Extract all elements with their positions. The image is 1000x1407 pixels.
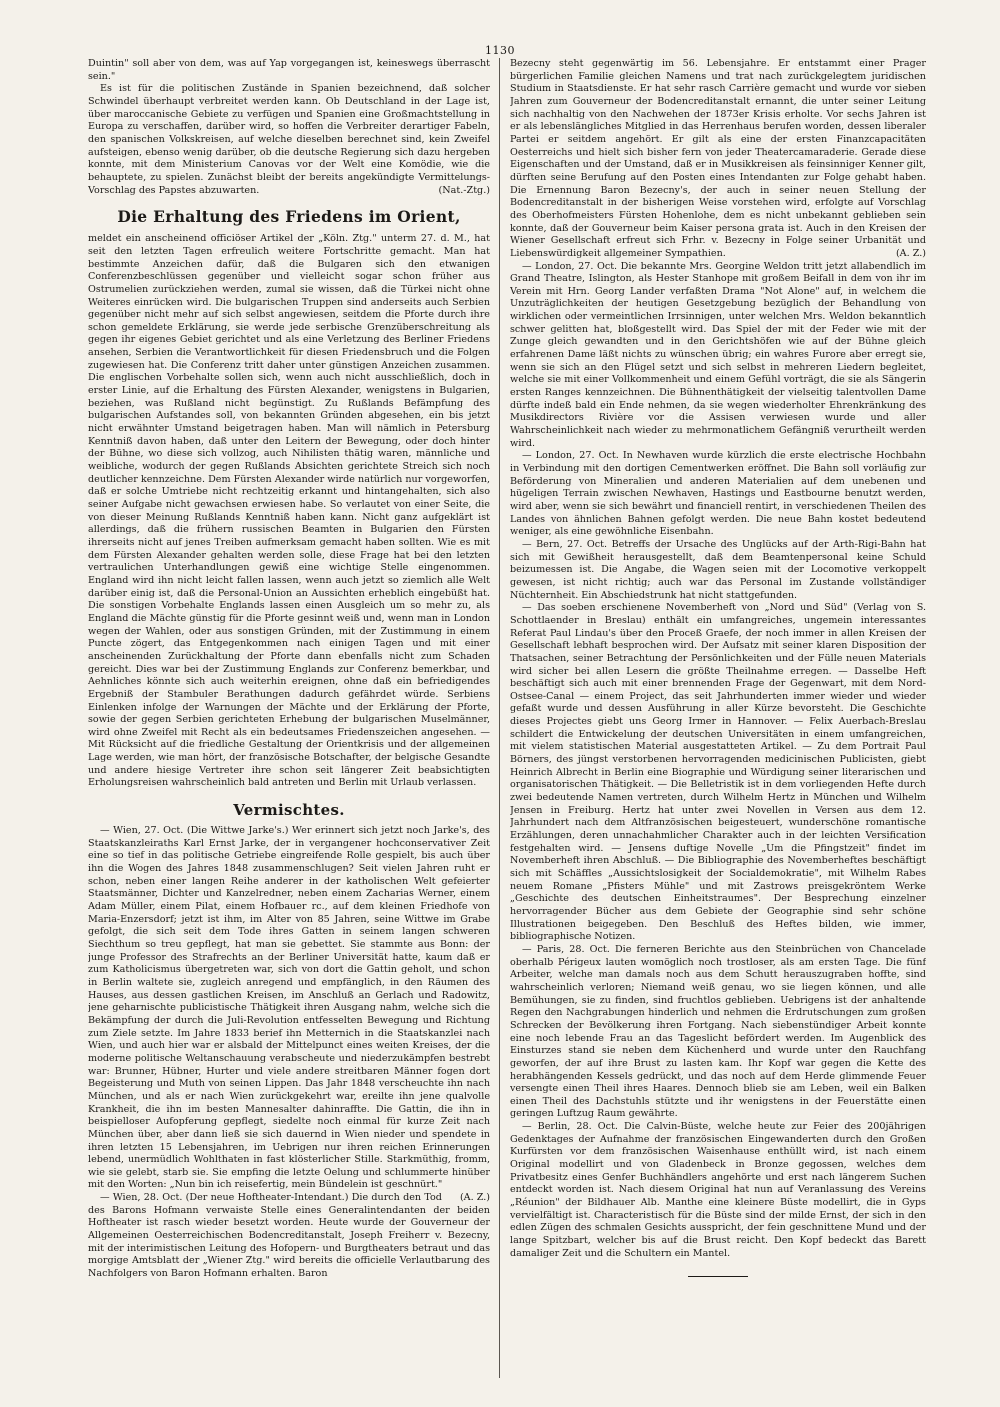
article-text: — Wien, 27. Oct. (Die Wittwe Jarke's.) Wer erinnert sich jetzt noch Jarke's, des Staatskanzleiraths Karl Ernst Jarke, der in vergangener hochconservativer Zeit eine so tief in das politische Getriebe eingreifende Rolle gespielt, bis auch über ihn die Wogen des Jahres 1848 zusammenschlugen? Seit vielen Jahren ruht er schon, neben einer langen Reihe anderer in der katholischen Welt gefeierter Staatsmänner, Dichter und Kanzelredner, neben einem Zacharias Werner, einem Adam Müller, einem Pilat, einem Hofbauer rc., auf dem kleinen Friedhofe von Maria-Enzersdorf; jetzt ist ihm, im Alter von 85 Jahren, seine Wittwe im Grabe gefolgt, die sich seit dem Tode ihres Gatten in seinem langen schweren Siechthum so treu gepflegt, hat man sie gebettet. Sie stammte aus Bonn: der junge Professor des Strafrechts an der Berliner Universität hatte, kaum daß er zum Katholicismus übergetreten war, sich von dort die Gattin geholt, und schon in Berlin waltete sie, zugleich anregend und empfänglich, in den Räumen des Hauses, aus dessen gastlichen Kreisen, im Anschluß an Gerlach und Radowitz, jene geharnischte publicistische Thätigkeit ihren Ausgang nahm, welche sich die Bekämpfung der durch die Juli-Revolution entfesselten Bewegung und Richtung zum Ziele setzte. Im Jahre 1833 berief ihn Metternich in die Staatskanzlei nach Wien, und auch hier war er alsbald der Mittelpunct eines weiten Kreises, der die moderne politische Weltanschauung verabscheute und niederzukämpfen bestrebt war: Brunner, Hübner, Hurter und viele andere streitbaren Männer fogen dort Begeisterung und Muth von seinen Lippen. Das Jahr 1848 verscheuchte ihn nach München, und als er nach Wien zurückgekehrt war, ereilte ihn jene qualvolle Krankheit, die ihn im besten Mannesalter dahinraffte. Die Gattin, die ihn in beispielloser Aufopferung gepflegt, siedelte noch einmal für kurze Zeit nach München über, aber dann ließ sie sich dauernd in Wien nieder und spendete in ihren letzten 15 Lebensjahren, im Uebrigen nur ihren reichen Erinnerungen lebend, unermüdlich Wohlthaten in fast klösterlicher Stille. Starkmüthig, fromm, wie sie gelebt, starb sie. Sie empfing die letzte Oelung und schlummerte hinüber mit den Worten: „Nun bin ich reisefertig, mein Bündelein ist geschnürt." (88, 825, 490, 1191)
article-paragraph: — London, 27. Oct. Die bekannte Mrs. Georgine Weldon tritt jetzt allabendlich im Grand Theatre, Islington, als Hester Stanhope mit großem Beifall in dem von ihr im Verein mit Hrn. Georg Lander verfaßten Drama "Not Alone" auf, in welchem die Unzuträglichkeiten der heutigen Gesetzgebung bezüglich der Behandlung von wirklichen oder vermeintlichen Irrsinnigen, unter welchen Mrs. Weldon bekanntlich schwer gelitten hat, bloßgestellt wird. Das Spiel der mit der Feder wie mit der Zunge gleich gewandten und in den Gerichtshöfen wie auf der Bühne gleich erfahrenen Dame läßt nichts zu wünschen übrig; ein wahres Furore aber erregt sie, wenn sie sich an den Flügel setzt und sich selbst in mehreren Liedern begleitet, welche sie mit einer Vollkommenheit und einem Gefühl vorträgt, die sie als Sängerin ersten Ranges kennzeichnen. Die Bühnenthätigkeit der vielseitig talentvollen Dame dürfte indeß bald ein Ende nehmen, da sie wegen wiederholter Ehrenkränkung des Musikdirectors Rivière vor die Assisen verwiesen wurde und aller Wahrscheinlichkeit nach wieder zu mehrmonatlichem Gefängniß verurtheilt werden wird. (510, 260, 926, 449)
article-paragraph: — Berlin, 28. Oct. Die Calvin-Büste, welche heute zur Feier des 200jährigen Gedenktages der Aufnahme der französischen Eingewanderten durch den Großen Kurfürsten vor dem französischen Waisenhause enthüllt wird, ist nach einem Original modellirt und von Gladenbeck in Bronze gegossen, welches dem Privatbesitz eines Genfer Buchhändlers angehörte und erst nach längerem Suchen entdeckt worden ist. Nach diesem Original hat nun auf Veranlassung des Vereins „Réunion" der Bildhauer Alb. Manthe eine kleinere Büste modellirt, die in Gyps vervielfältigt ist. Characteristisch für die Büste sind der milde Ernst, der sich in den edlen Zügen des schmalen Gesichts ausspricht, der fein geschnittene Mund und der lange Spitzbart, welcher bis auf die Brust reicht. Den Kopf bedeckt das Barett damaliger Zeit und die Schultern ein Mantel. (510, 1121, 926, 1259)
article-paragraph: — Wien, 28. Oct. (Der neue Hoftheater-Intendant.) Die durch den Tod des Barons Hofmann verwaiste Stelle eines Generalintendanten der beiden Hoftheater ist rasch wieder besetzt worden. Heute wurde der Gouverneur der Allgemeinen Oesterreichischen Bodencreditanstalt, Joseph Freiherr v. Bezecny, mit der interimistischen Leitung des Hofopern- und Burgtheaters betraut und das morgige Amtsblatt der „Wiener Ztg." wird bereits die officielle Verlautbarung des Nachfolgers von Baron Hofmann erhalten. Baron (88, 1192, 490, 1280)
article-paragraph: — Paris, 28. Oct. Die ferneren Berichte aus den Steinbrüchen von Chancelade oberhalb Périgeux lauten womöglich noch trostloser, als am ersten Tage. Die fünf Arbeiter, welche man damals noch aus dem Schutt herauszugraben hoffte, sind wahrscheinlich verloren; Niemand weiß genau, wo sie liegen können, und alle Bemühungen, sie zu finden, sind fruchtlos geblieben. Uebrigens ist der anhaltende Regen den Nachgrabungen hinderlich und nehmen die Erdrutschungen zum großen Schrecken der Bevölkerung ihren Fortgang. Nach siebenstündiger Arbeit konnte eine noch lebende Frau an das Tageslicht befördert werden. Im Augenblick des Einsturzes stand sie neben dem Küchenherd und wurde unter den Rauchfang geworfen, der auf ihre Brust zu lasten kam. Ihr Kopf war gegen die Kette des herabhängenden Kessels gedrückt, und das noch auf dem Herde glimmende Feuer versengte einen Theil ihres Haares. Dennoch blieb sie am Leben, weil ein Balken einen Theil des Dachstuhls stützte und ihr wenigstens in der Feuerstätte einen geringen Luftzug Raum gewährte. (510, 943, 926, 1120)
section-heading: Vermischtes. (233, 801, 345, 820)
source-signature: (A. Z.) (459, 1192, 490, 1204)
section-heading: Die Erhaltung des Friedens im Orient, (117, 207, 461, 227)
article-text: Bezecny steht gegenwärtig im 56. Lebensjahre. Er entstammt einer Prager bürgerlichen Familie gleichen Namens und trat nach zurückgelegtem juridischen Studium in Staatsdienste. Er hat sehr rasch Carrière gemacht und wurde vor sieben Jahren zum Gouverneur der Bodencreditanstalt ernannt, die unter seiner Leitung sich nachhaltig von den Nachwehen der 1873er Krisis erholte. Vor sechs Jahren ist er als lebenslängliches Mitglied in das Herrenhaus berufen worden, dessen liberaler Partei er seitdem angehört. Er gilt als eine der ersten Finanzcapacitäten Oesterreichs und hielt sich bisher fern von jeder Theatercamaraderie. Gerade diese Eigenschaften und der Umstand, daß er in Musikkreisen als feinsinniger Kenner gilt, dürften seine Berufung auf den Posten eines Intendanten zur Folge gehabt haben. Die Ernennung Baron Bezecny's, der auch in seiner neuen Stellung der Bodencreditanstalt in der bisherigen Weise vorstehen wird, erfolgte auf Vorschlag des Oberhofmeisters Fürsten Hohenlohe, dem es nicht unbekannt geblieben sein konnte, daß der Gouverneur beim Kaiser persona grata ist. Auch in den Kreisen der Wiener Gesellschaft erfreut sich Frhr. v. Bezecny in Folge seiner Urbanität und Liebenswürdigkeit allgemeiner Sympathien. (510, 58, 926, 259)
source-signature: (Nat.-Ztg.) (438, 184, 490, 196)
article-text: Es ist für die politischen Zustände in Spanien bezeichnend, daß solcher Schwindel überhaupt verbreitet werden kann. Ob Deutschland in der Lage ist, über maroccanische Gebiete zu verfügen und Spanien eine Großmachtstellung in Europa zu verschaffen, darüber wird, so hoffen die Verbreiter derartiger Fabeln, den spanischen Volkskreisen, auf welche dieselben berechnet sind, kein Zweifel aufsteigen, ebenso wenig darüber, ob die deutsche Regierung sich dazu hergeben konnte, mit dem Ministerium Canovas vor der Welt eine Komödie, wie die behauptete, zu spielen. Zunächst bleibt der bereits angekündigte Vermittelungs-Vorschlag des Papstes abzuwarten. (88, 83, 490, 196)
article-paragraph: — Bern, 27. Oct. Betreffs der Ursache des Unglücks auf der Arth-Rigi-Bahn hat sich mit Gewißheit herausgestellt, daß dem Beamtenpersonal keine Schuld beizumessen ist. Die Angabe, die Wagen seien mit der Locomotive verkoppelt gewesen, ist nicht richtig; auch war das Personal im Zustande vollständiger Nüchternheit. Ein Abschiedstrunk hat nicht stattgefunden. (510, 538, 926, 601)
page-number: 1130 (485, 44, 515, 57)
left-column (88, 58, 490, 1378)
article-paragraph: — London, 27. Oct. In Newhaven wurde kürzlich die erste electrische Hochbahn in Verbindung mit den dortigen Cementwerken eröffnet. Die Bahn soll vorläufig zur Beförderung von Mineralien und anderen Materialien auf dem unebenen und hügeligen Terrain zwischen Newhaven, Hastings und Eastbourne benutzt werden, wird aber, wenn sie sich bewährt und financiell rentirt, in verschiedenen Theilen des Landes von ähnlichen Bahnen gefolgt werden. Die neue Bahn kostet bedeutend weniger, als eine gewöhnliche Eisenbahn. (510, 450, 926, 538)
end-rule (688, 1276, 748, 1277)
article-paragraph (88, 825, 490, 1204)
article-paragraph: meldet ein anscheinend officiöser Artikel der „Köln. Ztg." unterm 27. d. M., hat seit den letzten Tagen erfreulich weitere Fortschritte gemacht. Man hat bestimmte Anzeichen dafür, daß die Bulgaren sich den etwanigen Conferenzbeschlüssen gegenüber und vielleicht sogar schon früher aus Ostrumelien zurückziehen werden, zumal sie wissen, daß die Türkei nicht ohne Weiteres einrücken wird. Die bulgarischen Truppen sind anderseits auch Serbien gegenüber nicht mehr auf sich selbst angewiesen, seitdem die Pforte durch ihre schon gemeldete Erklärung, sie werde jede serbische Grenzüberschreitung als gegen ihr eigenes Gebiet gerichtet und als eine Verletzung des Berliner Friedens ansehen, Serbien die Verantwortlichkeit für diesen Friedensbruch und die Folgen zugewiesen hat. Die Conferenz tritt daher unter günstigen Anzeichen zusammen. Die englischen Vorbehalte sollen sich, wenn auch nicht ausschließlich, doch in erster Linie, auf die Erhaltung des Fürsten Alexander, wenigstens in Bulgarien, beziehen, was Rußland nicht begünstigt. Zu Rußlands Befämpfung des bulgarischen Aufstandes soll, von bekannten Gründen abgesehen, ein bis jetzt nicht erwähnter Umstand beigetragen haben. Man will nämlich in Petersburg Kenntniß davon haben, daß unter den Leitern der Bewegung, oder doch hinter der Bühne, wo diese sich vollzog, auch Nihilisten thätig waren, männliche und weibliche, wodurch der gegen Rußlands Absichten gerichtete Streich sich noch deutlicher kennzeichne. Dem Fürsten Alexander wirde natürlich nur vorgeworfen, daß er solche Umtriebe nicht rechtzeitig erkannt und hintangehalten, sich also seiner Aufgabe nicht gewachsen erwiesen habe. So verlautet von einer Seite, die von dieser Meinung Rußlands Kenntniß haben kann. Nicht ganz aufgeklärt ist allerdings, daß die frühern russischen Beamten in Bulgarien den Fürsten ihrerseits nicht auf jenes Treiben aufmerksam gemacht haben sollten. Wie es mit dem Fürsten Alexander gehalten werden solle, diese Frage hat bei den letzten vertraulichen Unterhandlungen gewiß eine wichtige Stelle eingenommen. England wird ihn nicht leicht fallen lassen, wenn auch jetzt so ziemlich alle Welt darüber einig ist, daß die Personal-Union an Aussichten erheblich eingebüßt hat. Die sonstigen Vorbehalte Englands lassen einen Ausgleich um so mehr zu, als England die Mächte günstig für die Pforte gesinnt weiß und, wenn man in London wegen der Wahlen, oder aus sonstigen Gründen, mit der Zustimmung in einem Puncte zögert, das Entgegenkommen nach einigen Tagen und mit einer anscheinenden Zurückhaltung der Pforte dann ebenfalls nicht zum Schaden gereicht. Dies war bei der Zustimmung Englands zur Conferenz bemerkbar, und Aehnliches könnte sich auch weiterhin ereignen, ohne daß ein befriedigendes Ergebniß der Stambuler Berathungen dadurch gefährdet würde. Serbiens Einlenken infolge der Warnungen der Mächte und der Erklärung der Pforte, sowie der gegen Serbien gerichteten Erhebung der bulgarischen Muselmänner, wird ohne Zweifel mit Recht als ein bedeutsames Friedenszeichen angesehen. — Mit Rücksicht auf die friedliche Gestaltung der Orientkrisis und der allgemeinen Lage werden, wie man hört, der französische Botschafter, der belgische Gesandte und andere hiesige Vertreter ihre schon seit längerer Zeit beabsichtigten Erholungsreisen wahrscheinlich bald antreten und Berlin mit Urlaub verlassen. (88, 233, 490, 789)
column-divider (499, 58, 500, 1378)
article-paragraph: Duintin" soll aber von dem, was auf Yap vorgegangen ist, keineswegs überrascht sein." (88, 58, 490, 82)
source-signature: (A. Z.) (895, 247, 926, 259)
article-paragraph (510, 58, 926, 261)
article-paragraph: — Das soeben erschienene Novemberheft von „Nord und Süd" (Verlag von S. Schottlaender in Breslau) enthält ein umfangreiches, ungemein interessantes Referat Paul Lindau's über den Proceß Graefe, der noch immer in allen Kreisen der Gesellschaft lebhaft besprochen wird. Der Aufsatz mit seiner klaren Disposition der Thatsachen, seiner Betrachtung der Persönlichkeiten und der Fülle neuen Materials wird sicher bei allen Lesern die größte Theilnahme erregen. — Dasselbe Heft beschäftigt sich auch mit einer brennenden Frage der Gegenwart, mit dem Nord-Ostsee-Canal — einem Project, das seit Jahrhunderten immer wieder und wieder gefaßt wurde und dessen Ausführung in aller Kürze bevorsteht. Die Geschichte dieses Projectes giebt uns Georg Irmer in Hannover. — Felix Auerbach-Breslau schildert die Entwickelung der deutschen Universitäten in einem umfangreichen, mit vielem statistischen Material ausgestatteten Artikel. — Zu dem Portrait Paul Börners, des jüngst verstorbenen hervorragenden medicinischen Publicisten, giebt Heinrich Albrecht in Berlin eine Biographie und Würdigung seiner literarischen und organisatorischen Thätigkeit. — Die Belletristik ist in dem vorliegenden Hefte durch zwei bedeutende Namen vertreten, durch Wilhelm Hertz in München und Wilhelm Jensen in Freiburg. Hertz hat unter zwei Novellen in Versen aus dem 12. Jahrhundert nach dem Altfranzösischen beigesteuert, wunderschöne romantische Erzählungen, deren unnachahmlicher Charakter auch in der leichten Versification festgehalten wird. — Jensens duftige Novelle „Um die Pfingstzeit" findet im Novemberheft ihren Abschluß. — Die Bibliographie des Novemberheftes beschäftigt sich mit Schäffles „Aussichtslosigkeit der Socialdemokratie", mit Wilhelm Rabes neuem Romane „Pfisters Mühle" und mit Zastrows preisgekröntem Werke „Geschichte des deutschen Einheitstraumes". Der Besprechung einzelner hervorragender Bücher aus dem Gebiete der Geographie sind sehr schöne Illustrationen beigegeben. Den Beschluß des Heftes bilden, wie immer, bibliographische Notizen. (510, 602, 926, 943)
right-column (510, 58, 926, 1378)
article-paragraph (88, 83, 490, 197)
